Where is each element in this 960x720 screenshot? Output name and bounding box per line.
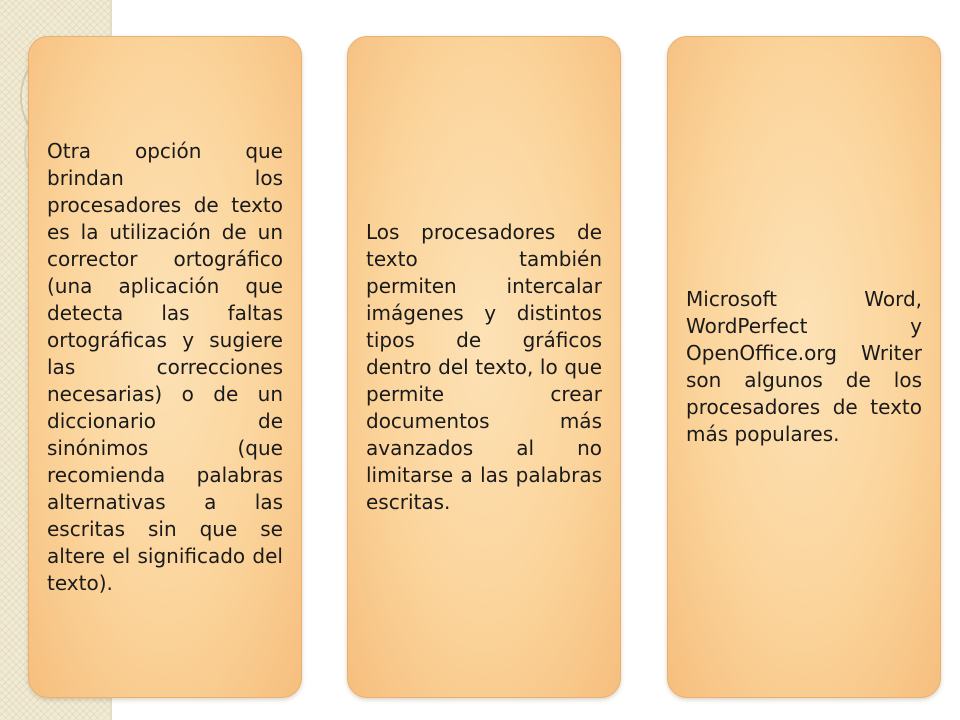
text-card-images bbox=[347, 36, 621, 698]
text-card-popular-processors bbox=[667, 36, 941, 698]
card-text: Los procesadores de texto también permiten intercalar imágenes y distintos tipos de gráficos dentro del texto, lo que permite crear documentos más avanzados al no limitarse a las palabras escritas. bbox=[366, 219, 602, 514]
card-text: Microsoft Word, WordPerfect y OpenOffice.org Writer son algunos de los procesadores de texto más populares. bbox=[686, 287, 922, 446]
text-card-spellcheck bbox=[28, 36, 302, 698]
card-text: Otra opción que brindan los procesadores de texto es la utilización de un corrector ortográfico (una aplicación que detecta las faltas ortográficas y sugiere las correcciones necesarias) o de un diccionario de sinónimos (que recomienda palabras alternativas a las escritas sin que se altere el significado del texto). bbox=[47, 138, 283, 595]
